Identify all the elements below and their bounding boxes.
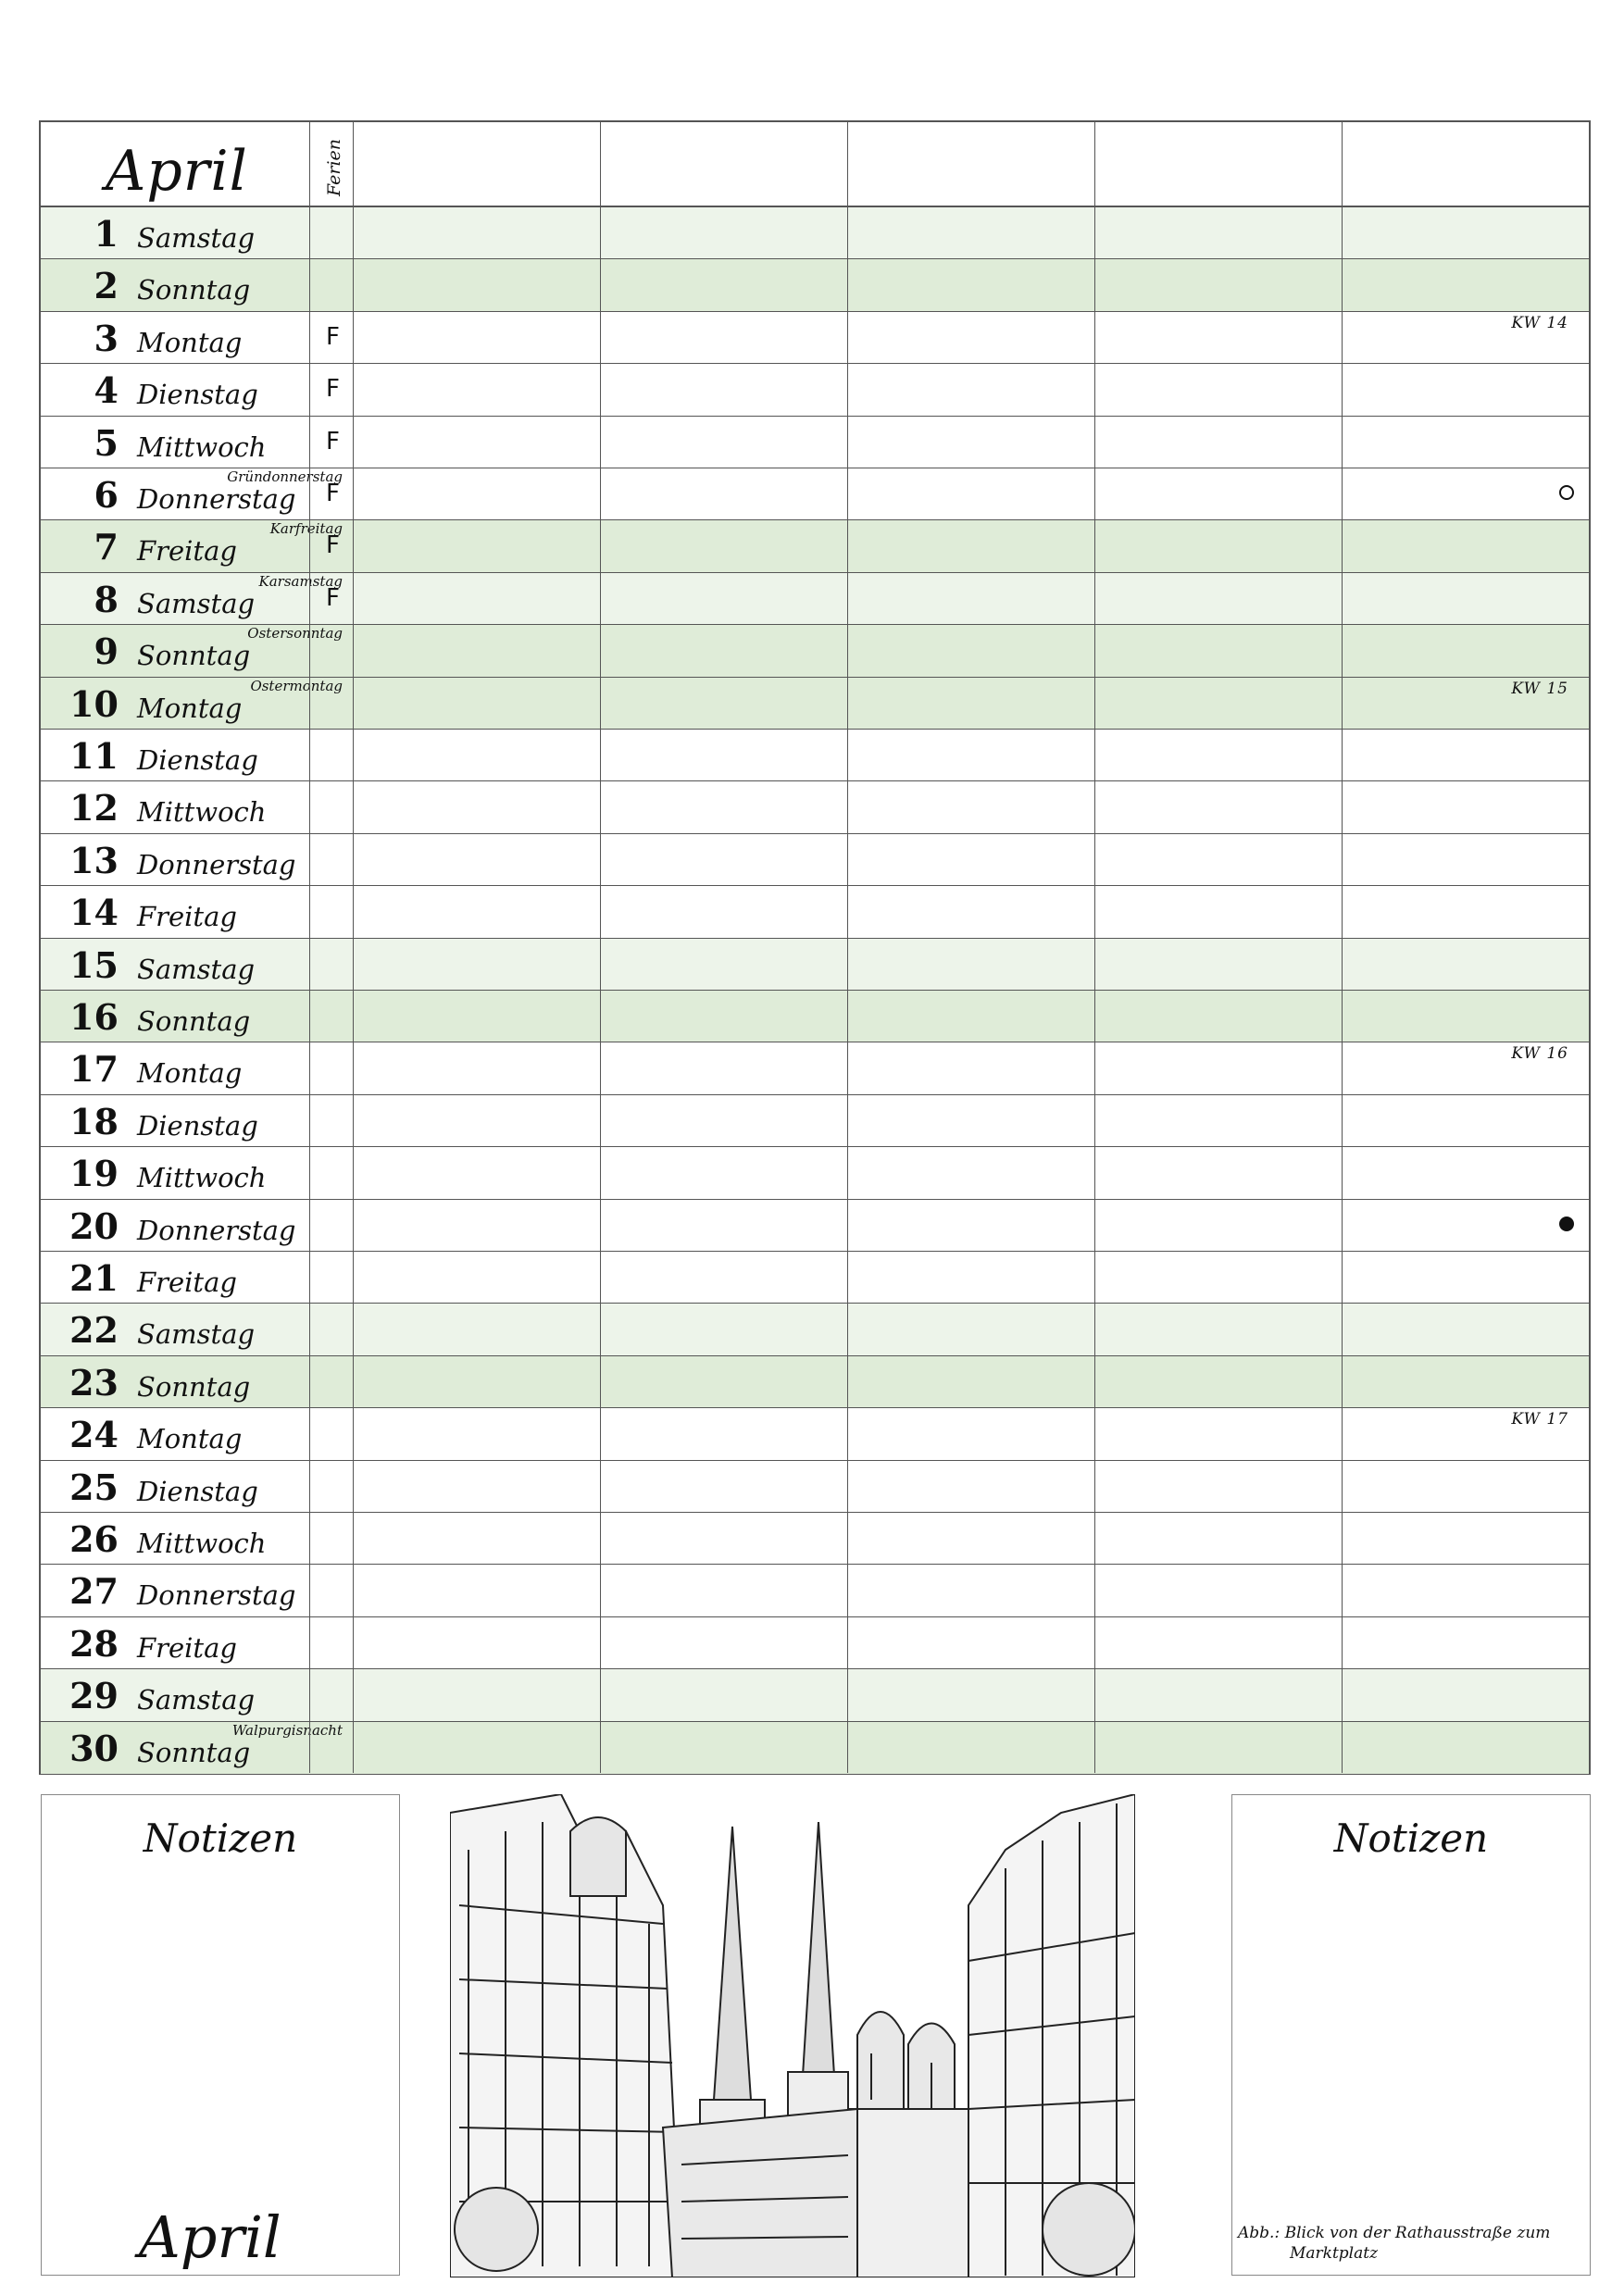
day-number: 23	[69, 1361, 119, 1404]
day-name: Mittwoch	[137, 1528, 267, 1559]
day-number: 6	[94, 474, 119, 516]
ferien-marker: F	[326, 375, 340, 404]
day-number: 18	[69, 1100, 119, 1142]
day-number: 21	[69, 1257, 119, 1299]
day-number: 1	[94, 213, 119, 255]
notes-title-left: Notizen	[143, 1816, 298, 1861]
day-number: 15	[69, 943, 119, 986]
day-row[interactable]	[41, 991, 1589, 1042]
divider-col-4	[1094, 122, 1095, 1773]
ferien-marker: F	[326, 427, 340, 455]
day-row[interactable]	[41, 468, 1589, 520]
day-row[interactable]	[41, 573, 1589, 625]
day-name: Freitag	[137, 535, 237, 568]
holiday-label: Karsamstag	[258, 572, 343, 590]
holiday-label: Ostermontag	[250, 677, 343, 694]
month-title: April	[106, 139, 248, 204]
day-row[interactable]	[41, 1200, 1589, 1252]
notes-title-right: Notizen	[1333, 1816, 1489, 1861]
day-name: Mittwoch	[137, 796, 267, 829]
day-row[interactable]	[41, 730, 1589, 781]
day-name: Freitag	[137, 1631, 237, 1664]
day-row[interactable]	[41, 312, 1589, 364]
day-number: 26	[69, 1518, 119, 1560]
holiday-label: Walpurgisnacht	[231, 1721, 343, 1739]
notes-month-label: April	[139, 2203, 281, 2271]
caption-line-1: Abb.: Blick von der Rathausstraße zum	[1238, 2224, 1551, 2242]
notes-box-right[interactable]	[1231, 1794, 1591, 2276]
day-number: 24	[69, 1414, 119, 1456]
holiday-label: Karfreitag	[269, 520, 343, 538]
day-name: Sonntag	[137, 1005, 251, 1037]
day-number: 10	[69, 682, 119, 725]
day-number: 27	[69, 1570, 119, 1613]
ferien-column-label: Ferien	[324, 138, 344, 196]
day-number: 2	[94, 265, 119, 307]
day-row[interactable]	[41, 1304, 1589, 1355]
day-name: Sonntag	[137, 274, 251, 306]
day-number: 20	[69, 1204, 119, 1247]
day-row[interactable]	[41, 1461, 1589, 1513]
day-number: 28	[69, 1622, 119, 1665]
week-number: KW 15	[1511, 679, 1568, 698]
day-name: Montag	[137, 692, 243, 724]
day-row[interactable]	[41, 1722, 1589, 1774]
day-name: Dienstag	[137, 1109, 258, 1142]
day-name: Donnerstag	[137, 1214, 296, 1246]
day-name: Montag	[137, 1423, 243, 1455]
divider-ferien-left	[309, 122, 310, 1773]
day-name: Montag	[137, 326, 243, 358]
day-name: Samstag	[137, 1318, 256, 1351]
day-name: Mittwoch	[137, 1162, 267, 1194]
day-name: Dienstag	[137, 744, 258, 776]
day-name: Sonntag	[137, 640, 251, 672]
day-name: Dienstag	[137, 379, 258, 411]
day-name: Mittwoch	[137, 430, 267, 463]
day-name: Dienstag	[137, 1475, 258, 1507]
ferien-marker: F	[326, 531, 340, 560]
day-number: 30	[69, 1727, 119, 1769]
ferien-marker: F	[326, 480, 340, 507]
day-row[interactable]	[41, 520, 1589, 572]
day-row[interactable]	[41, 207, 1589, 259]
day-row[interactable]	[41, 886, 1589, 938]
day-row[interactable]	[41, 834, 1589, 886]
day-row[interactable]	[41, 1565, 1589, 1616]
calendar-grid	[39, 120, 1591, 1775]
divider-col-5	[1342, 122, 1343, 1773]
day-row[interactable]	[41, 781, 1589, 833]
day-number: 3	[94, 317, 119, 359]
day-number: 12	[69, 787, 119, 830]
day-row[interactable]	[41, 1356, 1589, 1408]
day-row[interactable]	[41, 1408, 1589, 1460]
new-moon-icon	[1559, 1217, 1574, 1231]
day-number: 22	[69, 1309, 119, 1352]
divider-col-2	[600, 122, 601, 1773]
day-number: 8	[94, 578, 119, 620]
holiday-label: Gründonnerstag	[227, 468, 343, 485]
day-number: 29	[69, 1675, 119, 1717]
holiday-label: Ostersonntag	[247, 625, 343, 643]
day-row[interactable]	[41, 939, 1589, 991]
week-number: KW 14	[1511, 313, 1568, 332]
full-moon-icon	[1559, 485, 1574, 500]
day-row[interactable]	[41, 1617, 1589, 1669]
day-row[interactable]	[41, 259, 1589, 311]
day-row[interactable]	[41, 1042, 1589, 1094]
day-row[interactable]	[41, 1513, 1589, 1565]
day-number: 9	[94, 630, 119, 673]
day-number: 17	[69, 1048, 119, 1091]
day-row[interactable]	[41, 625, 1589, 677]
day-name: Donnerstag	[137, 483, 296, 515]
day-name: Donnerstag	[137, 848, 296, 880]
day-row[interactable]	[41, 417, 1589, 468]
day-row[interactable]	[41, 1147, 1589, 1199]
day-number: 14	[69, 892, 119, 934]
week-number: KW 16	[1511, 1044, 1568, 1064]
week-number: KW 17	[1511, 1410, 1568, 1429]
divider-col-3	[847, 122, 848, 1773]
notes-box-left[interactable]	[41, 1794, 400, 2276]
day-name: Samstag	[137, 953, 256, 985]
day-name: Freitag	[137, 901, 237, 933]
calendar-header	[41, 122, 1589, 207]
day-number: 25	[69, 1466, 119, 1508]
ferien-marker: F	[326, 583, 340, 612]
day-name: Donnerstag	[137, 1579, 296, 1612]
day-name: Samstag	[137, 222, 256, 254]
day-number: 4	[94, 369, 119, 412]
day-name: Samstag	[137, 587, 256, 619]
day-name: Montag	[137, 1057, 243, 1090]
day-number: 19	[69, 1153, 119, 1195]
caption-line-2: Marktplatz	[1290, 2244, 1379, 2263]
ferien-marker: F	[326, 322, 340, 351]
day-name: Samstag	[137, 1684, 256, 1716]
day-row[interactable]	[41, 678, 1589, 730]
day-row[interactable]	[41, 1669, 1589, 1721]
day-name: Sonntag	[137, 1736, 251, 1768]
day-number: 7	[94, 526, 119, 568]
day-name: Sonntag	[137, 1370, 251, 1403]
day-number: 5	[94, 421, 119, 464]
day-row[interactable]	[41, 1095, 1589, 1147]
divider-ferien-right	[353, 122, 354, 1773]
day-number: 16	[69, 996, 119, 1038]
day-row[interactable]	[41, 1252, 1589, 1304]
day-number: 13	[69, 839, 119, 881]
image-caption	[1238, 2223, 1584, 2264]
town-sketch-illustration	[450, 1794, 1135, 2277]
day-number: 11	[69, 735, 119, 777]
day-name: Freitag	[137, 1267, 237, 1298]
day-row[interactable]	[41, 364, 1589, 416]
